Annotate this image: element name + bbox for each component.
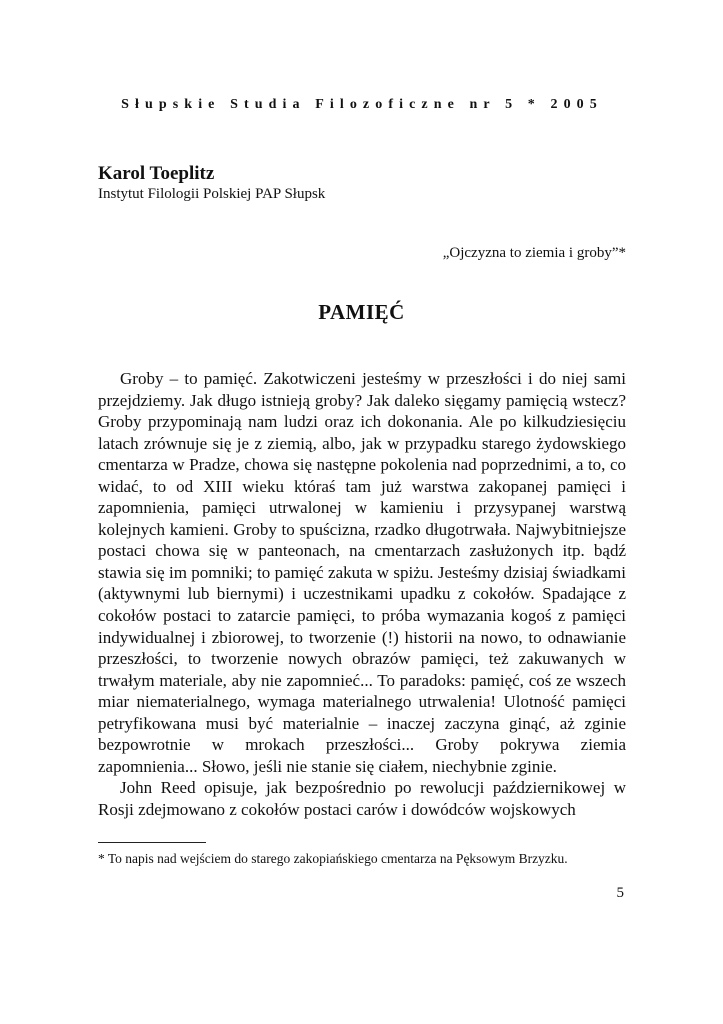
running-head: Słupskie Studia Filozoficzne nr 5 * 2005 (121, 97, 603, 112)
footnote: * To napis nad wejściem do starego zakopiańskiego cmentarza na Pęksowym Brzyzku. (98, 851, 568, 866)
author-affiliation: Instytut Filologii Polskiej PAP Słupsk (98, 186, 326, 202)
article-body (98, 368, 626, 820)
author-name: Karol Toeplitz (98, 163, 215, 184)
body-paragraph-2: John Reed opisuje, jak bezpośrednio po rewolucji październikowej w Rosji zdejmowano z cokołów postaci carów i dowódców wojskowych (98, 778, 626, 819)
footnote-divider (98, 842, 206, 843)
body-paragraph-1: Groby – to pamięć. Zakotwiczeni jesteśmy w przeszłości i do niej sami przejdziemy. Jak długo istnieją groby? Jak daleko sięgamy pamięcią wstecz? Groby przypominają nam ludzi oraz ich dokonania. Ale po kilkudziesięciu latach zrównuje się je z ziemią, albo, jak w przypadku starego żydowskiego cmentarza w Pradze, chowa się następne pokolenia nad poprzednimi, a to, co widać, to od XIII wieku któraś tam już warstwa zakopanej pamięci i zapomnienia, pamięci utrwalonej w kamieniu i przysypanej warstwą kolejnych kamieni. Groby to spuścizna, rzadko długotrwała. Najwybitniejsze postaci chowa się w panteonach, na cmentarzach zasłużonych itp. bądź stawia się im pomniki; to pamięć zakuta w spiżu. Jesteśmy dzisiaj świadkami (aktywnymi lub biernymi) i uczestnikami upadku z cokołów. Spadające z cokołów postaci to zatarcie pamięci, to próba wymazania kogoś z pamięci indywidualnej i zbiorowej, to tworzenie (!) historii na nowo, to odnawianie przeszłości, to tworzenie nowych obrazów pamięci, też zakuwanych w trwałym materiale, aby nie zapomnieć... To paradoks: pamięć, coś ze wszech miar niematerialnego, wymaga materialnego utrwalenia! Ulotność pamięci petryfikowana musi być materialnie – inaczej zaczyna ginąć, aż zginie bezpowrotnie w mrokach przeszłości... Groby pokrywa ziemia zapomnienia... Słowo, jeśli nie stanie się ciałem, niechybnie zginie. (98, 369, 626, 776)
page-number: 5 (616, 885, 624, 901)
epigraph-motto: „Ojczyzna to ziemia i groby”* (442, 245, 626, 261)
article-title: PAMIĘĆ (318, 300, 405, 324)
